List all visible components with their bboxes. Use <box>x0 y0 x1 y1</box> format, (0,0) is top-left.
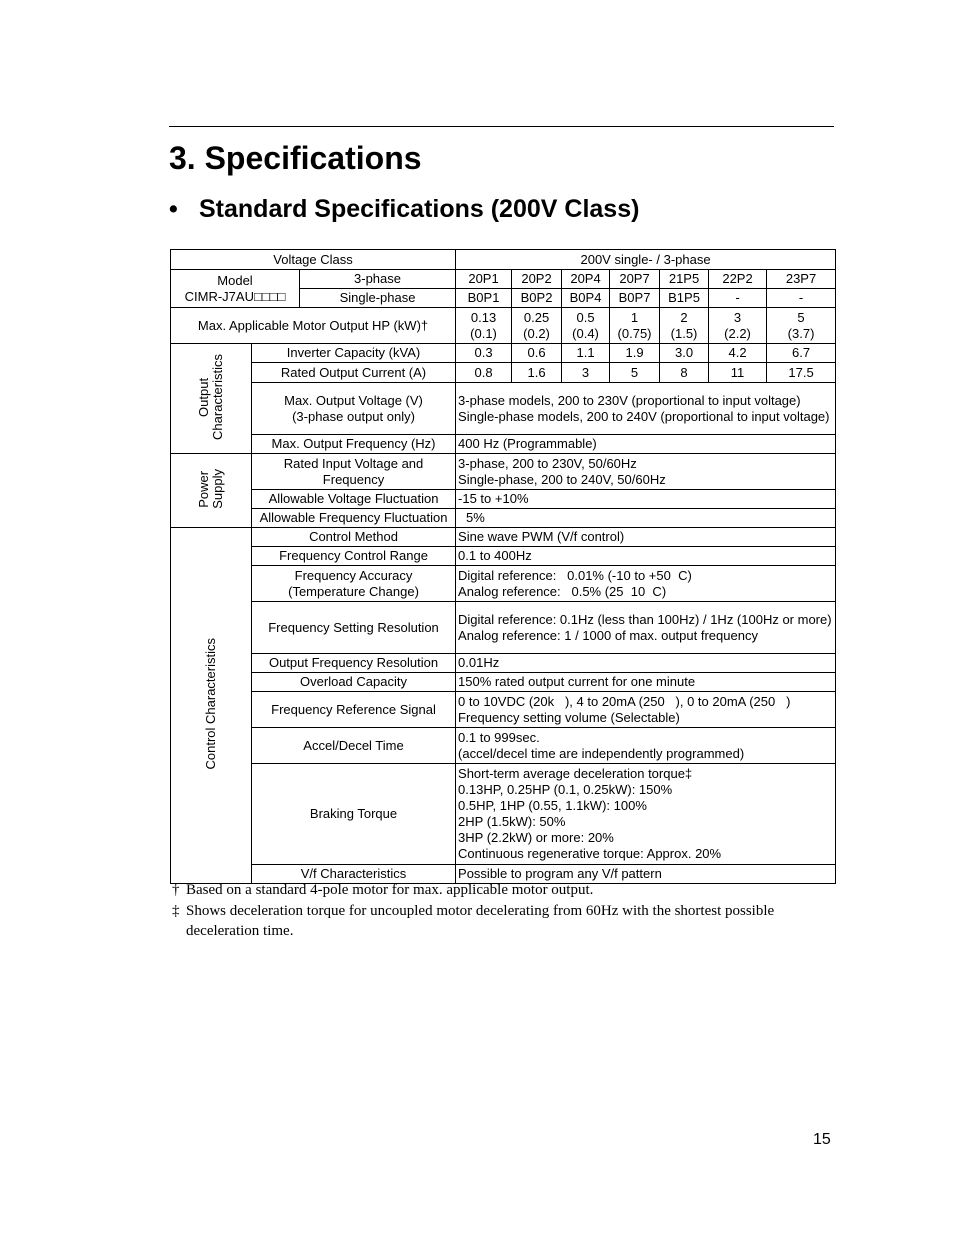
rated-input-label-1: Rated Input Voltage and <box>283 455 424 471</box>
table-row <box>171 673 836 692</box>
motor-hp: 0.5 <box>576 309 595 325</box>
motor-output-cell <box>610 308 660 344</box>
table-row <box>171 566 836 602</box>
spec-table <box>170 249 836 884</box>
setting-res-line-2: Analog reference: 1 / 1000 of max. output frequency <box>458 627 758 643</box>
table-row <box>171 454 836 490</box>
freq-accuracy-label-2: (Temperature Change) <box>288 583 419 599</box>
three-phase-label: 3-phase <box>300 270 456 289</box>
freq-fluct-label: Allowable Frequency Fluctuation <box>252 509 456 528</box>
table-row <box>171 308 836 344</box>
motor-output-label: Max. Applicable Motor Output HP (kW)† <box>171 308 456 344</box>
inverter-capacity-label: Inverter Capacity (kVA) <box>252 344 456 363</box>
model-1ph: B0P7 <box>610 289 660 308</box>
table-row <box>171 654 836 673</box>
motor-kw: (3.7) <box>787 325 815 341</box>
current-value: 0.8 <box>456 363 512 383</box>
model-1ph: B0P2 <box>512 289 562 308</box>
footnote-double-dagger <box>172 901 842 941</box>
max-voltage-line-2: Single-phase models, 200 to 240V (proportional to input voltage) <box>458 408 830 424</box>
model-1ph: B0P4 <box>562 289 610 308</box>
kva-value: 0.3 <box>456 344 512 363</box>
output-group <box>171 344 252 454</box>
model-3ph: 20P7 <box>610 270 660 289</box>
max-voltage-value <box>456 383 836 435</box>
current-value: 5 <box>610 363 660 383</box>
rated-input-value <box>456 454 836 490</box>
power-group-label-2: Supply <box>210 468 225 509</box>
table-row <box>171 270 836 289</box>
kva-value: 3.0 <box>660 344 709 363</box>
model-label: Model <box>217 272 253 288</box>
model-3ph: 20P4 <box>562 270 610 289</box>
motor-output-cell <box>660 308 709 344</box>
table-row <box>171 692 836 728</box>
rated-input-label <box>252 454 456 490</box>
overload-label: Overload Capacity <box>252 673 456 692</box>
rated-input-label-2: Frequency <box>322 471 385 487</box>
section-title: 3. Specifications <box>169 140 422 176</box>
output-res-label: Output Frequency Resolution <box>252 654 456 673</box>
motor-hp: 5 <box>797 309 805 325</box>
freq-accuracy-line-2: Analog reference: 0.5% (25 10 C) <box>458 583 667 599</box>
motor-hp: 0.13 <box>470 309 497 325</box>
motor-output-cell <box>562 308 610 344</box>
ref-signal-value <box>456 692 836 728</box>
footnote-mark: ‡ <box>172 903 180 919</box>
table-row <box>171 509 836 528</box>
output-group-label-2: Characteristics <box>210 353 225 440</box>
motor-kw: (2.2) <box>724 325 751 341</box>
overload-value: 150% rated output current for one minute <box>456 673 836 692</box>
current-value: 3 <box>562 363 610 383</box>
output-group-label <box>197 354 225 440</box>
ref-signal-label: Frequency Reference Signal <box>252 692 456 728</box>
model-1ph: - <box>767 289 836 308</box>
braking-line: 2HP (1.5kW): 50% <box>458 814 566 829</box>
kva-value: 0.6 <box>512 344 562 363</box>
model-3ph: 23P7 <box>767 270 836 289</box>
kva-value: 1.1 <box>562 344 610 363</box>
subsection-title-text: Standard Specifications (200V Class) <box>199 195 640 223</box>
braking-line: 0.5HP, 1HP (0.55, 1.1kW): 100% <box>458 798 647 813</box>
table-row <box>171 528 836 547</box>
ref-signal-line-2: Frequency setting volume (Selectable) <box>458 709 680 725</box>
rated-input-line-2: Single-phase, 200 to 240V, 50/60Hz <box>458 471 666 487</box>
freq-accuracy-line-1: Digital reference: 0.01% (-10 to +50 C) <box>458 567 692 583</box>
accel-label: Accel/Decel Time <box>252 728 456 764</box>
motor-hp: 1 <box>630 309 639 325</box>
kva-value: 6.7 <box>767 344 836 363</box>
single-phase-label: Single-phase <box>300 289 456 308</box>
voltage-fluct-label: Allowable Voltage Fluctuation <box>252 490 456 509</box>
braking-label: Braking Torque <box>252 764 456 865</box>
footnote-text: Based on a standard 4-pole motor for max. applicable motor output. <box>186 882 594 898</box>
motor-output-cell <box>767 308 836 344</box>
table-row <box>171 383 836 435</box>
footnote-mark: † <box>172 882 180 898</box>
rated-current-label: Rated Output Current (A) <box>252 363 456 383</box>
freq-accuracy-label <box>252 566 456 602</box>
voltage-class-value: 200V single- / 3-phase <box>456 250 836 270</box>
motor-hp: 2 <box>680 309 688 325</box>
model-cell <box>171 270 300 308</box>
braking-value <box>456 764 836 865</box>
braking-line: Short-term average deceleration torque‡ <box>458 766 693 781</box>
model-1ph: B0P1 <box>456 289 512 308</box>
footnote-text: Shows deceleration torque for uncoupled motor decelerating from 60Hz with the shortest possible <box>186 903 775 919</box>
power-group-label <box>197 469 225 509</box>
vf-label: V/f Characteristics <box>252 865 456 884</box>
current-value: 1.6 <box>512 363 562 383</box>
braking-line: 0.13HP, 0.25HP (0.1, 0.25kW): 150% <box>458 782 673 797</box>
setting-res-value <box>456 602 836 654</box>
motor-hp: 3 <box>733 309 742 325</box>
control-group-label: Control Characteristics <box>203 637 218 770</box>
subsection-title <box>169 195 639 224</box>
bullet: • <box>169 195 178 223</box>
table-row <box>171 602 836 654</box>
table-row <box>171 250 836 270</box>
max-voltage-label-2: (3-phase output only) <box>292 408 415 424</box>
freq-range-value: 0.1 to 400Hz <box>456 547 836 566</box>
table-row <box>171 435 836 454</box>
freq-accuracy-label-1: Frequency Accuracy <box>294 567 413 583</box>
motor-kw: (0.4) <box>572 325 599 341</box>
model-3ph: 20P1 <box>456 270 512 289</box>
max-voltage-label <box>252 383 456 435</box>
power-group-label-1: Power <box>196 470 211 507</box>
kva-value: 1.9 <box>610 344 660 363</box>
rated-input-line-1: 3-phase, 200 to 230V, 50/60Hz <box>458 455 637 471</box>
output-group-label-1: Output <box>196 376 211 417</box>
model-1ph: - <box>709 289 767 308</box>
footnote-text-cont: deceleration time. <box>186 923 294 939</box>
ref-signal-line-1: 0 to 10VDC (20k ), 4 to 20mA (250 ), 0 to 20mA (250 ) <box>458 693 791 709</box>
output-res-value: 0.01Hz <box>456 654 836 673</box>
table-row <box>171 490 836 509</box>
table-row <box>171 344 836 363</box>
power-group <box>171 454 252 528</box>
motor-kw: (1.5) <box>670 325 698 341</box>
freq-range-label: Frequency Control Range <box>252 547 456 566</box>
setting-res-line-1: Digital reference: 0.1Hz (less than 100Hz) / 1Hz (100Hz or more) <box>458 611 832 627</box>
voltage-fluct-value: -15 to +10% <box>456 490 836 509</box>
braking-line: Continuous regenerative torque: Approx. 20% <box>458 846 722 861</box>
motor-hp: 0.25 <box>523 309 550 325</box>
motor-kw: (0.75) <box>617 325 652 341</box>
table-row <box>171 547 836 566</box>
accel-line-1: 0.1 to 999sec. <box>458 729 540 745</box>
header-rule <box>169 126 834 127</box>
accel-line-2: (accel/decel time are independently programmed) <box>458 745 745 761</box>
braking-line: 3HP (2.2kW) or more: 20% <box>458 830 614 845</box>
motor-output-cell <box>512 308 562 344</box>
table-row <box>171 363 836 383</box>
current-value: 17.5 <box>767 363 836 383</box>
current-value: 11 <box>709 363 767 383</box>
model-code: CIMR-J7AU□□□□ <box>184 288 286 304</box>
motor-output-cell <box>456 308 512 344</box>
method-value: Sine wave PWM (V/f control) <box>456 528 836 547</box>
footnote-dagger <box>172 880 593 900</box>
max-freq-value: 400 Hz (Programmable) <box>456 435 836 454</box>
model-3ph: 20P2 <box>512 270 562 289</box>
control-group <box>171 528 252 884</box>
page-number: 15 <box>813 1131 831 1148</box>
max-voltage-label-1: Max. Output Voltage (V) <box>284 392 423 408</box>
current-value: 8 <box>660 363 709 383</box>
kva-value: 4.2 <box>709 344 767 363</box>
model-1ph: B1P5 <box>660 289 709 308</box>
model-3ph: 22P2 <box>709 270 767 289</box>
freq-fluct-value: 5% <box>456 509 836 528</box>
max-voltage-line-1: 3-phase models, 200 to 230V (proportional to input voltage) <box>458 392 801 408</box>
freq-accuracy-value <box>456 566 836 602</box>
motor-kw: (0.1) <box>470 325 497 341</box>
voltage-class-label: Voltage Class <box>171 250 456 270</box>
table-row <box>171 728 836 764</box>
vf-value: Possible to program any V/f pattern <box>456 865 836 884</box>
method-label: Control Method <box>252 528 456 547</box>
accel-value <box>456 728 836 764</box>
max-freq-label: Max. Output Frequency (Hz) <box>252 435 456 454</box>
table-row <box>171 764 836 865</box>
motor-output-cell <box>709 308 767 344</box>
model-3ph: 21P5 <box>660 270 709 289</box>
setting-res-label: Frequency Setting Resolution <box>252 602 456 654</box>
motor-kw: (0.2) <box>523 325 550 341</box>
